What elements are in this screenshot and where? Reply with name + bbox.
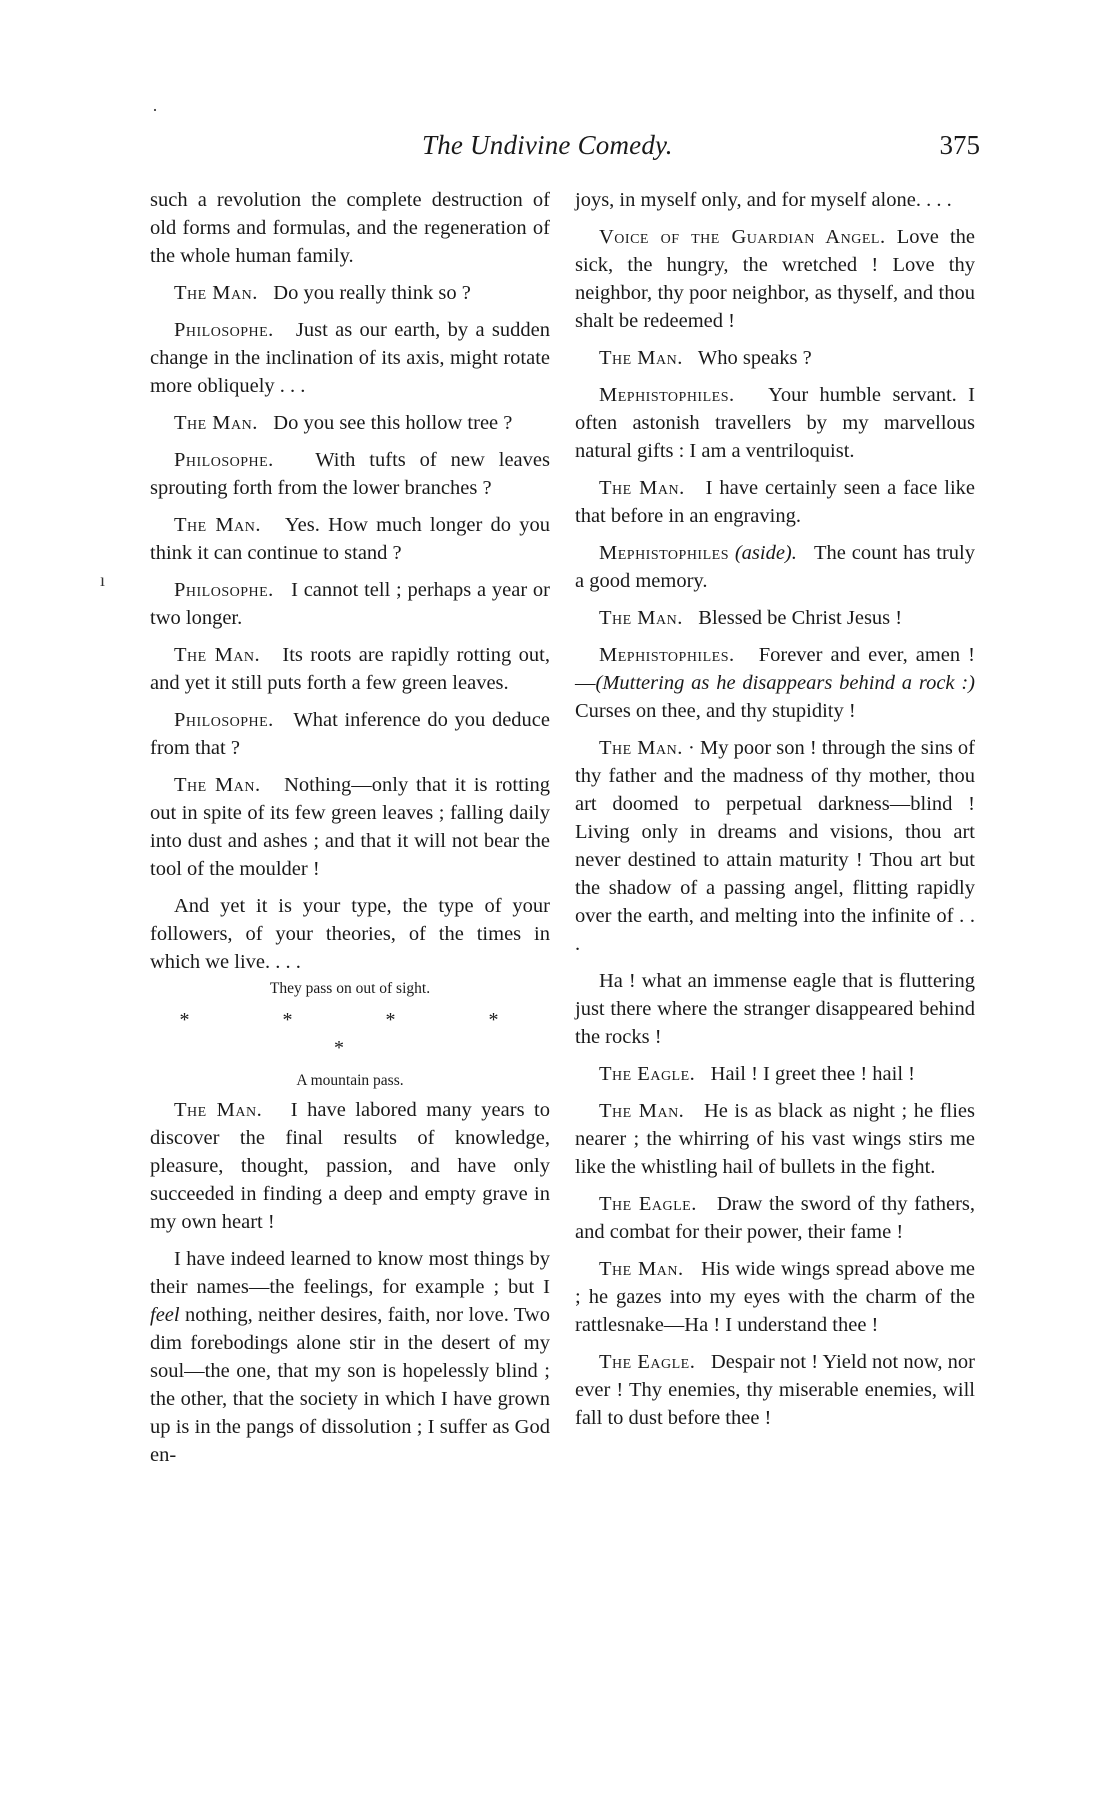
speech: Its roots are rapidly rotting out, and yet it still puts forth a few green leaves.: [150, 644, 550, 694]
stage-aside: (Muttering as he disappears behind a rock :): [595, 672, 975, 694]
speck-mark: ı: [100, 570, 106, 590]
running-header: [150, 130, 980, 162]
dialogue-line: [575, 641, 975, 725]
speech: Forever and ever, amen !—: [575, 644, 976, 694]
speech: Draw the sword of thy fathers, and combat for their power, their fame !: [575, 1193, 976, 1243]
speaker: The Man.: [599, 477, 685, 499]
paragraph: Ha ! what an immense eagle that is fluttering just there where the stranger disappeared behind the rocks !: [575, 970, 975, 1048]
text-run: nothing, neither desires, faith, nor love. Two dim forebodings alone stir in the desert of my soul—the one, that my son is hopelessly blind ; the other, that the society in which I have grown up is in the pangs of dissolution ; I suffer as God en-: [150, 1304, 550, 1466]
speech: He is as black as night ; he flies nearer ; the whirring of his vast wings stirs me like the whistling hail of bullets in the fight.: [575, 1100, 975, 1178]
paragraph: And yet it is your type, the type of your followers, of your theories, of the times in which we live. . . .: [150, 895, 550, 973]
dialogue-line: [150, 576, 550, 632]
dialogue-line: [150, 771, 550, 883]
speech: Who speaks ?: [697, 347, 812, 369]
speaker: Mephistophiles.: [599, 384, 735, 406]
stage-direction: A mountain pass.: [296, 1072, 404, 1089]
speaker: Philosophe.: [174, 449, 274, 471]
speech: Yes. How much longer do you think it can continue to stand ?: [150, 514, 550, 564]
speaker: The Eagle.: [599, 1063, 696, 1085]
left-column: [150, 186, 550, 1478]
dialogue-line: [150, 409, 550, 437]
speaker: The Man.: [599, 607, 683, 629]
speaker: The Man.: [599, 1258, 684, 1280]
speck-mark: ·: [152, 100, 158, 120]
dialogue-line: [575, 539, 975, 595]
dialogue-line: [575, 604, 975, 632]
speech: The count has truly a good memory.: [575, 542, 975, 592]
dialogue-line: [575, 1190, 975, 1246]
dialogue-line: [150, 641, 550, 697]
dialogue-line: [575, 381, 975, 465]
speech: Despair not ! Yield not now, nor ever ! Thy enemies, thy miserable enemies, will fall to dust before thee !: [575, 1351, 976, 1429]
dialogue-line: [575, 474, 975, 530]
dialogue-line: [150, 279, 550, 307]
dialogue-line: [575, 734, 975, 958]
speaker: The Eagle.: [599, 1351, 696, 1373]
speaker: The Man.: [174, 644, 261, 666]
speech: I have certainly seen a face like that before in an engraving.: [575, 477, 975, 527]
speaker: Philosophe.: [174, 709, 274, 731]
dialogue-line: [575, 344, 975, 372]
speaker: The Man.: [599, 347, 683, 369]
speech: With tufts of new leaves sprouting forth from the lower branches ?: [150, 449, 550, 499]
speaker: The Man.: [174, 282, 258, 304]
text-run: I have indeed learned to know most things by their names—the feelings, for example ; but I: [150, 1248, 550, 1298]
speech: Hail ! I greet thee ! hail !: [710, 1063, 915, 1085]
speaker: Philosophe.: [174, 579, 274, 601]
speaker: Mephistophiles: [599, 542, 729, 564]
paragraph: [150, 1245, 550, 1469]
dialogue-line: [575, 1060, 975, 1088]
speech: Love the sick, the hungry, the wretched ! Love thy neighbor, thy poor neighbor, as thyself, and thou shalt be redeemed !: [575, 226, 976, 332]
speaker: The Man.: [174, 412, 258, 434]
speaker: The Eagle.: [599, 1193, 697, 1215]
running-title: The Undivine Comedy.: [422, 130, 673, 160]
speaker: Mephistophiles.: [599, 644, 735, 666]
speech: Nothing—only that it is rotting out in spite of its few green leaves ; falling daily into dust and ashes ; and that it will not bear the tool of the moulder !: [150, 774, 550, 880]
dialogue-line: [150, 446, 550, 502]
dialogue-line: [575, 1255, 975, 1339]
speech: Do you see this hollow tree ?: [273, 412, 513, 434]
speech: · My poor son ! through the sins of thy father and the madness of thy mother, thou art doomed to perpetual darkness—blind ! Living only in dreams and visions, thou art never destined to attain maturity ! Thou art but the shadow of a passing angel, flitting rapidly over the earth, and melting into the infinite of . . .: [575, 737, 975, 955]
speaker: The Man.: [174, 514, 261, 536]
dialogue-line: [575, 1348, 975, 1432]
speech: Just as our earth, by a sudden change in the inclination of its axis, might rotate more obliquely . . .: [150, 319, 551, 397]
speaker: Voice of the Guardian Angel.: [599, 226, 886, 248]
speaker: The Man.: [599, 737, 683, 759]
speech: I have labored many years to discover the final results of knowledge, pleasure, thought, passion, and have only succeeded in finding a deep and empty grave in my own heart !: [150, 1099, 550, 1233]
speech: Do you really think so ?: [273, 282, 471, 304]
page-number: 375: [939, 130, 980, 160]
speaker: The Man.: [174, 774, 261, 796]
dialogue-line: [150, 316, 550, 400]
paragraph: such a revolution the complete destruction of old forms and formulas, and the regeneration of the whole human family.: [150, 189, 550, 267]
speech: Blessed be Christ Jesus !: [698, 607, 903, 629]
dialogue-line: [150, 706, 550, 762]
dialogue-line: [575, 223, 975, 335]
speech: Your humble servant. I often astonish travellers by my marvellous natural gifts : I am a ventriloquist.: [575, 384, 975, 462]
paragraph: joys, in myself only, and for myself alone. . . .: [575, 189, 952, 211]
dialogue-line: [575, 1097, 975, 1181]
speaker: The Man.: [599, 1100, 685, 1122]
right-column: [575, 186, 975, 1441]
speech: His wide wings spread above me ; he gazes into my eyes with the charm of the rattlesnake—Ha ! I understand thee !: [575, 1258, 976, 1336]
emphasis: feel: [150, 1304, 180, 1326]
speech: Curses on thee, and thy stupidity !: [575, 700, 856, 722]
speaker: The Man.: [174, 1099, 263, 1121]
dialogue-line: [150, 1096, 550, 1236]
section-break-stars: * * * * *: [179, 1009, 543, 1059]
speech: I cannot tell ; perhaps a year or two longer.: [150, 579, 551, 629]
stage-aside: (aside).: [734, 542, 797, 564]
dialogue-line: [150, 511, 550, 567]
speaker: Philosophe.: [174, 319, 274, 341]
stage-direction: They pass on out of sight.: [269, 980, 431, 997]
speech: What inference do you deduce from that ?: [150, 709, 550, 759]
